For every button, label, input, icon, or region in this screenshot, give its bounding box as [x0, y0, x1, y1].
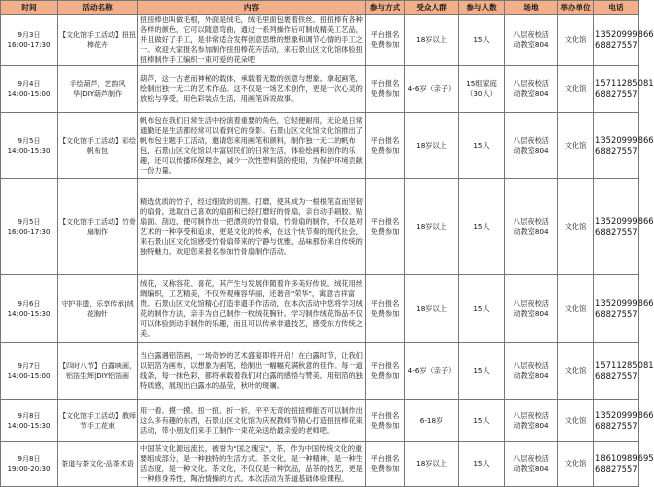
table-row: [1, 113, 639, 179]
audience-cell: 18岁以上: [405, 15, 459, 66]
content-cell: 扭扭棒也叫做毛根，外面是绒毛，绒毛里面包裹着铁丝。扭扭棒有各种各样的颜色，它可以随意弯曲，通过一系列操作后可制成精美工艺品，并且做好了手工，是非常适合发挥创意思维的想象和调节心情的手工之一。欢迎大家报名参加制作扭扭棒花卉活动，来石景山区文化馆体验扭扭棒制作手工编织一束可爱的花朵吧: [138, 15, 366, 66]
count-cell: 15人: [459, 113, 505, 179]
time-cell: 9月6日 14:00-15:30: [1, 275, 58, 343]
table-row: [1, 66, 639, 113]
content-cell: 帆布包在我们日常生活中扮演着重要的角色，它轻便耐用，无论是日常通勤还是生活都经常可以看到它的身影。石景山区文化馆文化馆推出了帆布包主题手工活动，邀请您来用画笔和颜料，制作独一无二的帆布包，石景山区文化馆以丰富居民们的日常生活，体验绘画和创作的乐趣，还可以传播环保理念，减少一次性塑料袋的使用，为保护环境贡献一份力量。: [138, 113, 366, 179]
header-time: 时间: [1, 1, 58, 15]
content-cell: 葫芦，这一古老而神秘的载体，承载着无数的创意与想象。拿起画笔，绘制出独一无二的艺术作品。这不仅是一场艺术创作，更是一次心灵的放松与享受，用色彩装点生活，用画笔诉说故事。: [138, 66, 366, 113]
activity-name-cell: 手绘葫芦，艺韵风华|DIY葫芦制作: [58, 66, 138, 113]
time-cell: 9月8日 14:00-15:30: [1, 400, 58, 442]
time-cell: 9月3日 16:00-17:30: [1, 15, 58, 66]
activity-name-cell: 【四时八节】白露映画，铝箔生辉|DIY铝箔画: [58, 343, 138, 400]
table-body: [1, 15, 654, 487]
venue-cell: 八层夜校活 动教室804: [505, 15, 558, 66]
time-cell: 9月4日 14:00-15:00: [1, 66, 58, 113]
venue-cell: 八层夜校活 动教室804: [505, 442, 558, 487]
venue-cell: 八层夜校活 动教室804: [505, 275, 558, 343]
table-row: [1, 343, 639, 400]
audience-cell: 18岁以上: [405, 113, 459, 179]
header-phone: 电话: [594, 1, 639, 15]
organizer-cell: 文化馆: [558, 179, 594, 275]
method-cell: 平台报名 免费参加: [366, 275, 405, 343]
header-row: [1, 1, 639, 15]
header-name: 活动名称: [58, 1, 138, 15]
header-method: 参与方式: [366, 1, 405, 15]
organizer-cell: 文化馆: [558, 400, 594, 442]
count-cell: 15人: [459, 179, 505, 275]
table-row: [1, 400, 639, 442]
organizer-cell: 文化馆: [558, 275, 594, 343]
content-cell: 绒花，又称容花、喜花，其产生与发展伴随着许多美好传说。绒花用丝绸编织，工艺精美，不仅外观雍容华丽，还谐音"荣华"，寓意吉祥富贵。石景山区文化馆精心打造非遗手作活动，在本次活动中您将学习绒花的制作方法，亲手为自己制作一枚绒花胸针。学习制作绒花饰品不仅可以体验到动手制作的乐趣，而且可以传承非遗技艺，感受东方传统之美。: [138, 275, 366, 343]
method-cell: 平台报名 免费参加: [366, 15, 405, 66]
time-cell: 9月8日 19:00-20:30: [1, 442, 58, 487]
header-count: 参与人数: [459, 1, 505, 15]
audience-cell: 18岁以上: [405, 275, 459, 343]
count-cell: 15人: [459, 442, 505, 487]
phone-cell: 18610989695 68827557: [594, 442, 639, 487]
phone-cell: 13520999866 68827557: [594, 15, 639, 66]
audience-cell: 18岁以上: [405, 179, 459, 275]
venue-cell: 八层夜校活 动教室804: [505, 113, 558, 179]
venue-cell: 八层夜校活 动教室804: [505, 343, 558, 400]
activity-name-cell: 守护非遗，乐享传承|绒花胸针: [58, 275, 138, 343]
time-cell: 9月7日 14:00-15:00: [1, 343, 58, 400]
count-cell: 15人: [459, 275, 505, 343]
venue-cell: 八层夜校活 动教室804: [505, 400, 558, 442]
header-audience: 受众人群: [405, 1, 459, 15]
method-cell: 平台报名 免费参加: [366, 113, 405, 179]
audience-cell: 6-18岁: [405, 400, 459, 442]
activity-name-cell: 【文化馆手工活动】竹骨扇制作: [58, 179, 138, 275]
count-cell: 15人: [459, 343, 505, 400]
activity-name-cell: 【文化馆手工活动】彩绘帆布包: [58, 113, 138, 179]
time-cell: 9月5日 14:00-15:30: [1, 113, 58, 179]
content-cell: 精选优质的竹子，经过细致的切割、打磨，使其成为一根根笔直而坚韧的扇骨，选取自己喜欢的扇面和已经打磨好的骨扇，亲自动手刷胶、贴扇面、刮边，便可制作出一把漂亮的竹骨扇，竹骨扇的制作，不仅是对艺术的一种享受和追求，更是文化的传承，在这个快节奏的现代社会，来石景山区文化馆感受竹骨扇带来的宁静与优雅，品味那份来自传统的独特魅力。欢迎您来报名参加竹骨扇制作活动。: [138, 179, 366, 275]
table-row: [1, 275, 639, 343]
method-cell: 平台报名 免费参加: [366, 400, 405, 442]
header-content: 内容: [138, 1, 366, 15]
header-venue: 场地: [505, 1, 558, 15]
count-cell: 15人: [459, 400, 505, 442]
organizer-cell: 文化馆: [558, 113, 594, 179]
audience-cell: 4-6岁（亲子）: [405, 343, 459, 400]
content-cell: 用一看、摸一摸、扭一扭、折一折，平平无奇的扭扭棒能否可以制作出这么多有趣的东西，石景山区文化馆为庆祝教师节精心打造扭扭棒花束活动，带小朋友们来手工制作一束花朵送给最亲爱的老师吧。: [138, 400, 366, 442]
table-row: [1, 15, 639, 66]
activity-name-cell: 【文化馆手工活动】教师节手工花束: [58, 400, 138, 442]
method-cell: 平台报名 免费参加: [366, 343, 405, 400]
count-cell: 15人: [459, 15, 505, 66]
organizer-cell: 文化馆: [558, 442, 594, 487]
content-cell: 中国茶文化源远流长，被誉为"国之瑰宝"，茶，作为中国传统文化的重要组成部分，是一种独特的生活方式。茶文化，是一种精神，是一种生活态度，是一种文化。茶文化，不仅仅是一种饮品，品茶的技艺，更是一种修身养性，陶冶情操的方式。本次活动为茶道基础体验课程。: [138, 442, 366, 487]
method-cell: 平台报名 免费参加: [366, 66, 405, 113]
organizer-cell: 文化馆: [558, 343, 594, 400]
time-cell: 9月5日 16:00-17:30: [1, 179, 58, 275]
count-cell: 15组家庭 （30人）: [459, 66, 505, 113]
phone-cell: 13520999866 68827557: [594, 179, 639, 275]
audience-cell: 4-6岁（亲子）: [405, 66, 459, 113]
phone-cell: 13520999866 68827557: [594, 400, 639, 442]
method-cell: 平台报名 免费参加: [366, 179, 405, 275]
activity-name-cell: 【文化馆手工活动】扭扭棒花卉: [58, 15, 138, 66]
phone-cell: 13520999866 68827557: [594, 113, 639, 179]
header-organizer: 举办单位: [558, 1, 594, 15]
method-cell: 平台报名 免费参加: [366, 442, 405, 487]
organizer-cell: 文化馆: [558, 15, 594, 66]
phone-cell: 15711285081 68827557: [594, 66, 639, 113]
phone-cell: 15711285081 68827557: [594, 343, 639, 400]
audience-cell: 18岁以上: [405, 442, 459, 487]
table-row: [1, 179, 639, 275]
venue-cell: 八层夜校活 动教室804: [505, 66, 558, 113]
table-row: [1, 442, 639, 487]
content-cell: 当白露遇铝箔画，一场奇妙的艺术盛宴即将开启！在白露时节，让我们以铝箔为画布，以想象为画笔，绘制出一幅幅充满秋意的佳作。每一道线条，每一抹色彩，都将承载着我们对白露的感悟与赞美。用铝箔的独特质感，展现出白露水的晶莹，秋叶的斑斓。: [138, 343, 366, 400]
venue-cell: 八层夜校活 动教室804: [505, 179, 558, 275]
organizer-cell: 文化馆: [558, 66, 594, 113]
phone-cell: 13520999866 68827557: [594, 275, 639, 343]
activity-name-cell: 茶道与茶文化-品茶术语: [58, 442, 138, 487]
